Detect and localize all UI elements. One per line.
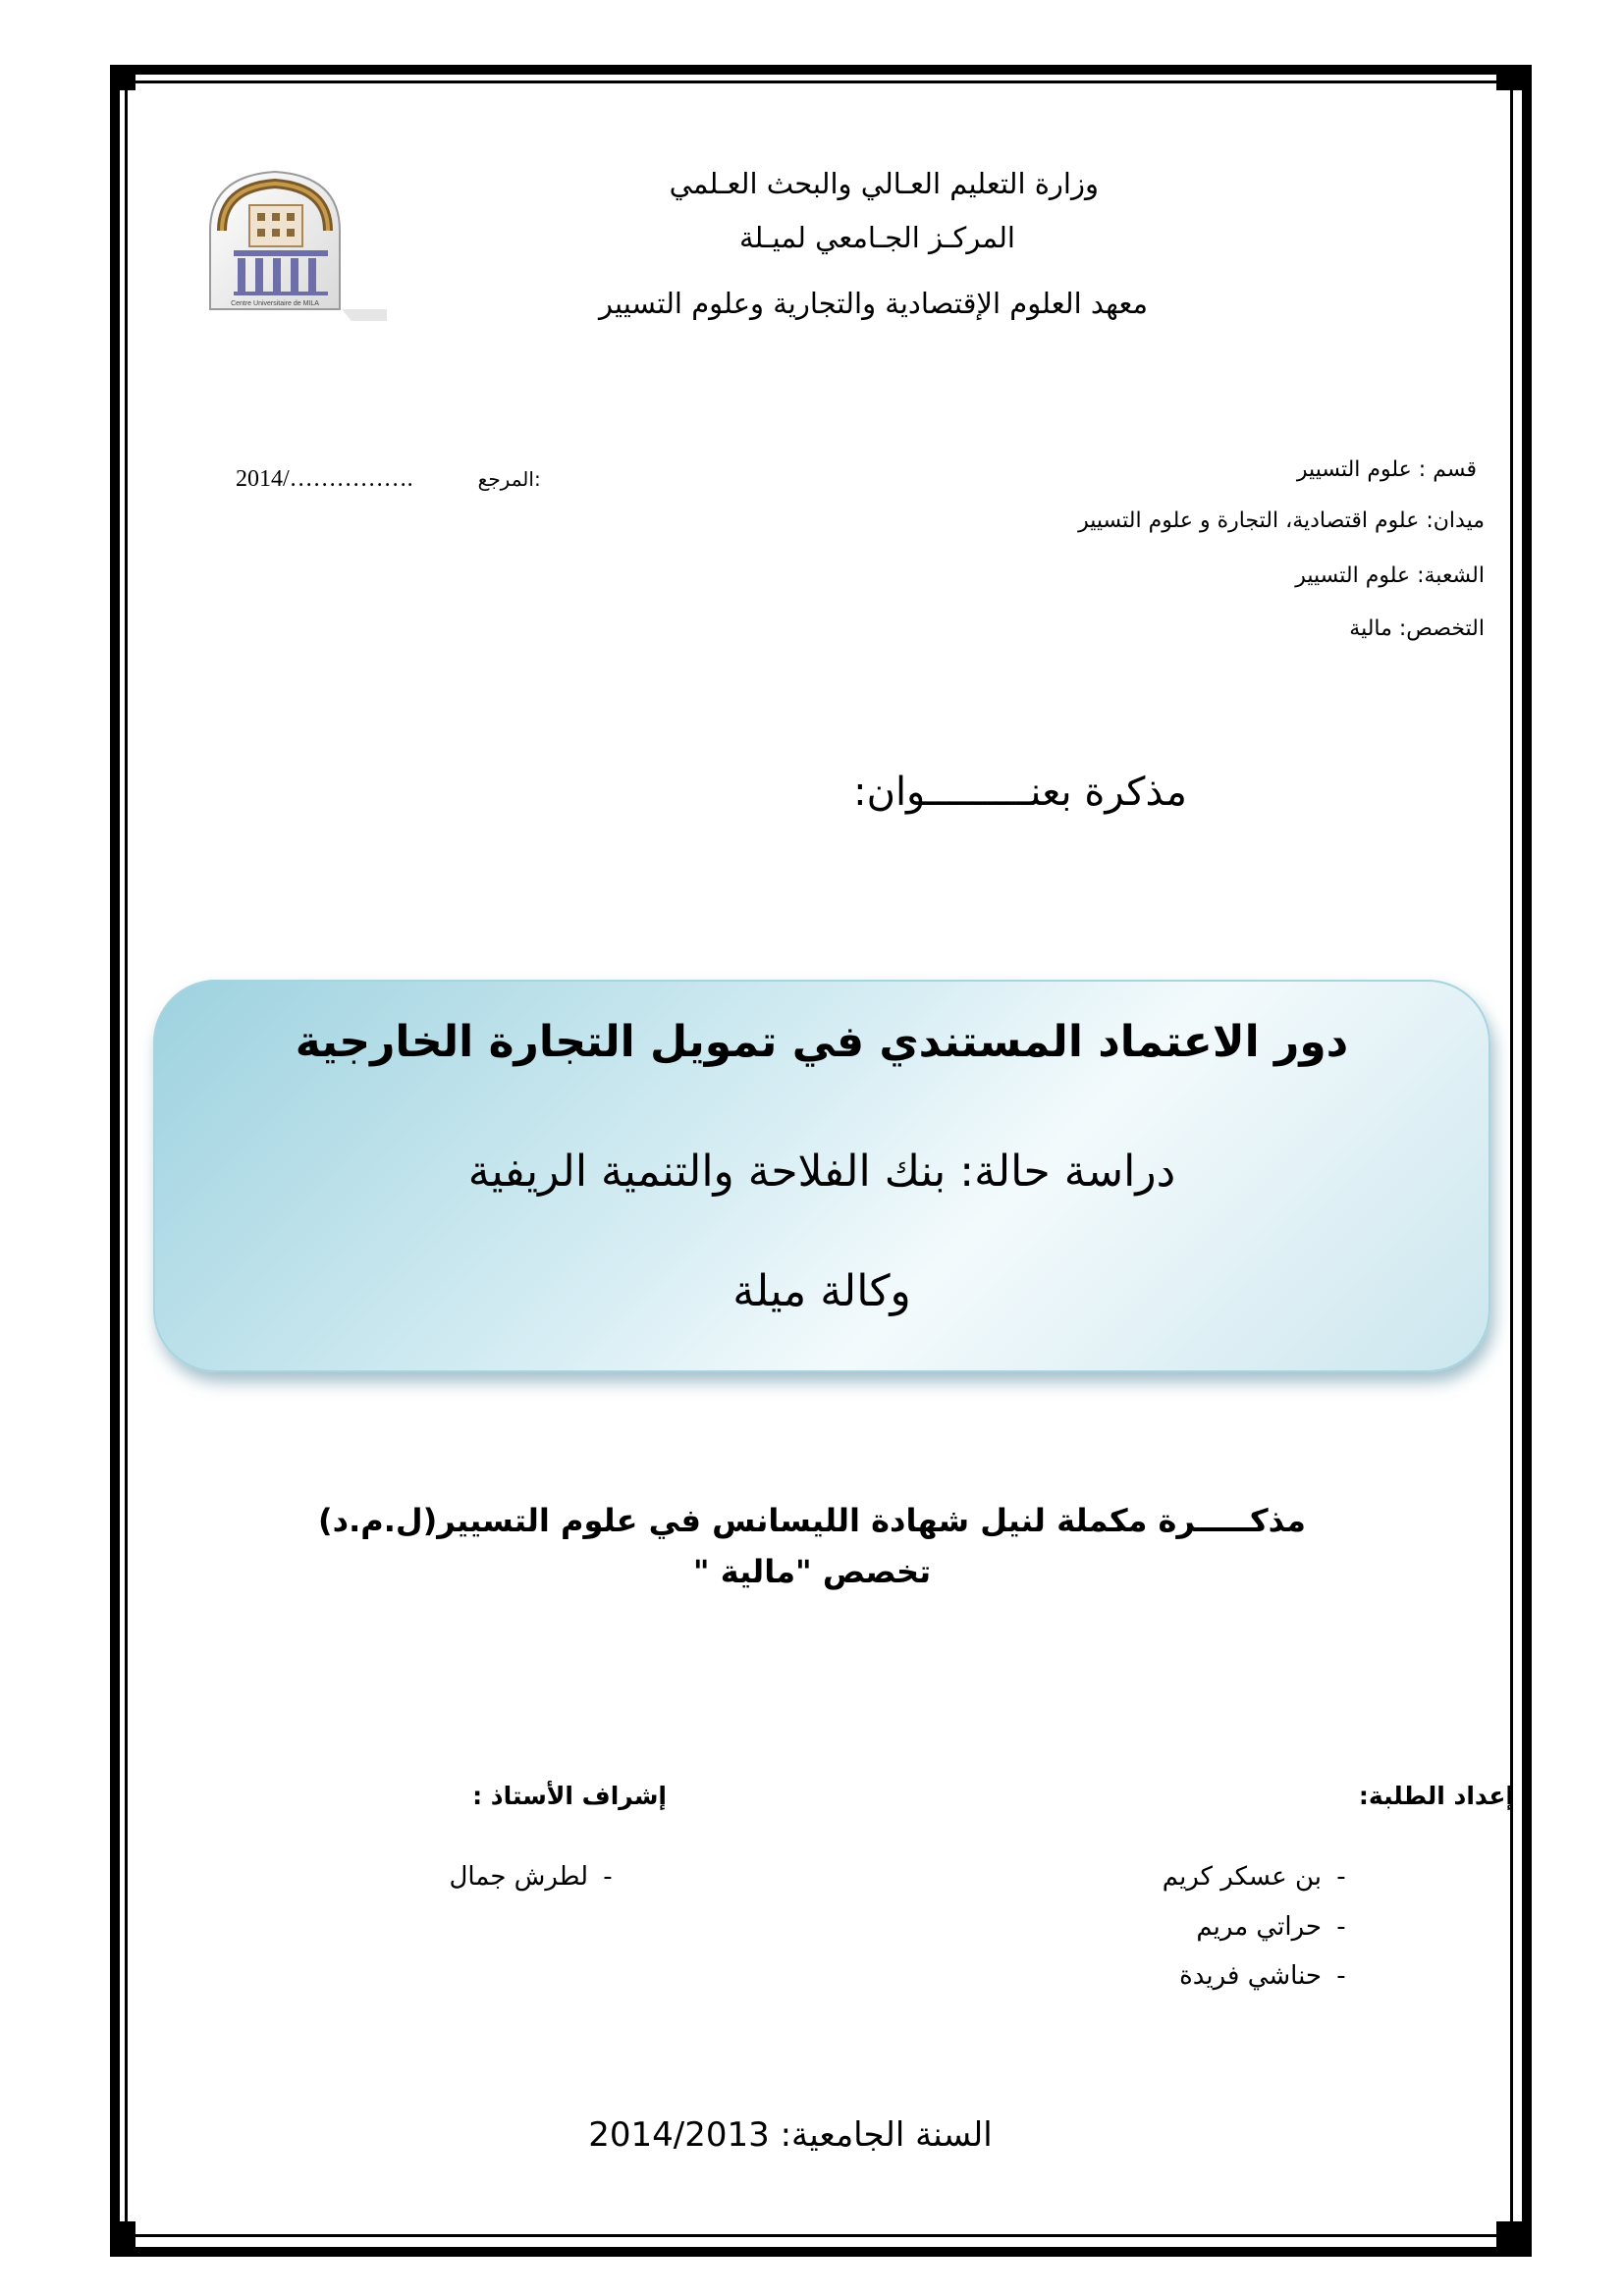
border-corner bbox=[1496, 65, 1522, 90]
field-line: ميدان: علوم اقتصادية، التجارة و علوم التسيير bbox=[1078, 508, 1485, 533]
academic-year bbox=[0, 2115, 1624, 2155]
memo-heading bbox=[0, 770, 1624, 815]
ministry-name: وزارة التعليم العـالي والبحث العـلمي bbox=[669, 167, 1099, 200]
degree-line-1: مذكـــــرة مكملة لنيل شهادة الليسانس في علوم التسيير(ل.م.د) bbox=[318, 1502, 1306, 1539]
thesis-title: دور الاعتماد المستندي في تمويل التجارة الخارجية bbox=[295, 1017, 1349, 1067]
department-line: قسم : علوم التسيير bbox=[1296, 457, 1477, 482]
border-corner bbox=[110, 2221, 135, 2247]
student-name: بن عسكر كريم bbox=[1162, 1862, 1322, 1892]
border-corner bbox=[110, 65, 135, 90]
case-study-line: دراسة حالة: بنك الفلاحة والتنمية الريفية bbox=[467, 1147, 1176, 1197]
student-name: حناشي فريدة bbox=[1179, 1961, 1322, 1991]
degree-line-2: تخصص "مالية " bbox=[692, 1553, 932, 1590]
specialty-line: التخصص: مالية bbox=[1349, 616, 1485, 641]
memo-heading-text: مذكرة بعنـــــــــوان: bbox=[853, 770, 1187, 815]
branch-line: الشعبة: علوم التسيير bbox=[1295, 563, 1485, 588]
student-row: -بن عسكر كريم bbox=[1162, 1862, 1346, 1892]
student-row: -حراتي مريم bbox=[1196, 1912, 1346, 1942]
student-row: -حناشي فريدة bbox=[1179, 1961, 1346, 1991]
reference-line bbox=[236, 466, 541, 493]
student-name: حراتي مريم bbox=[1196, 1912, 1322, 1942]
agency-line: وكالة ميلة bbox=[732, 1266, 911, 1316]
university-center-name: المركـز الجـامعي لميـلة bbox=[738, 221, 1015, 254]
reference-value: 2014/……………. bbox=[236, 466, 413, 492]
border-corner bbox=[1496, 2221, 1522, 2247]
students-label: إعداد الطلبة: bbox=[1358, 1782, 1514, 1810]
supervisor-name: لطرش جمال bbox=[449, 1862, 588, 1892]
institute-name: معهد العلوم الإقتصادية والتجارية وعلوم التسيير bbox=[598, 287, 1148, 320]
supervisor-row: -لطرش جمال bbox=[449, 1862, 613, 1892]
university-logo bbox=[194, 162, 393, 325]
svg-text:Centre Universitaire de MILA: Centre Universitaire de MILA bbox=[231, 300, 319, 307]
reference-label: المرجع: bbox=[477, 467, 541, 491]
supervisor-label: إشراف الأستاذ : bbox=[472, 1782, 667, 1810]
academic-year-text: السنة الجامعية: 2014/2013 bbox=[588, 2115, 993, 2155]
title-box bbox=[153, 980, 1490, 1372]
